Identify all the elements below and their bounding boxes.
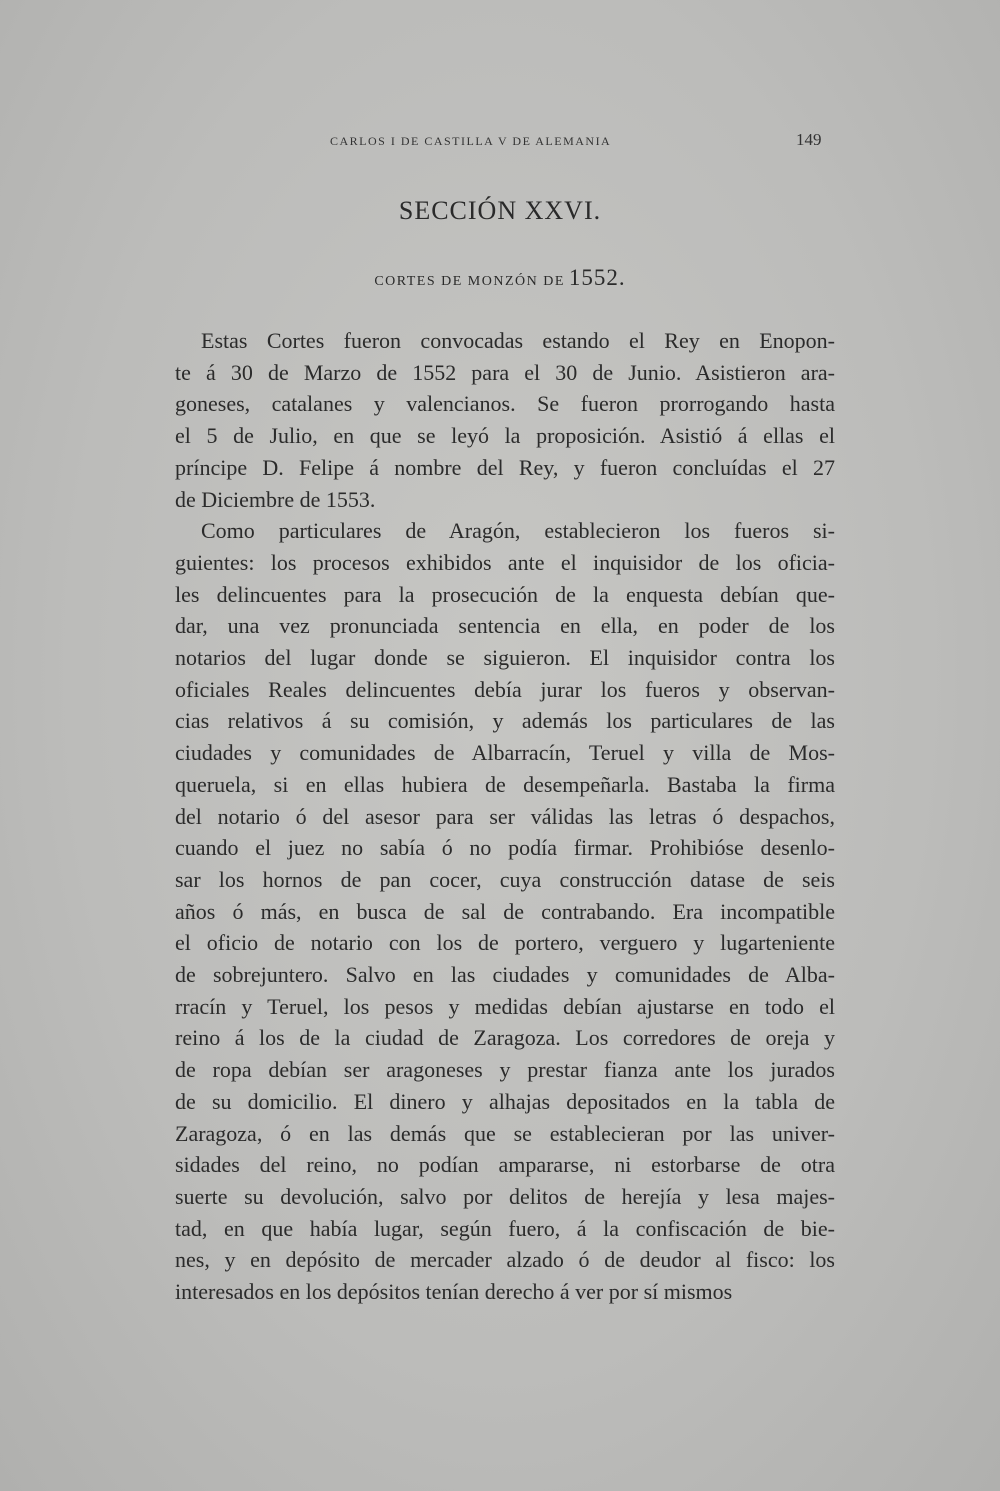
section-subtitle [0, 265, 1000, 291]
text-line: tad, en que había lugar, según fuero, á la confiscación de bie- [175, 1215, 835, 1241]
text-line: el oficio de notario con los de portero, verguero y lugarteniente [175, 930, 835, 956]
text-line: notarios del lugar donde se siguieron. El inquisidor contra los [175, 645, 835, 671]
text-line: el 5 de Julio, en que se leyó la proposición. Asistió á ellas el [175, 423, 835, 449]
text-line: Zaragoza, ó en las demás que se establecieran por las univer- [175, 1120, 835, 1146]
text-line: goneses, catalanes y valencianos. Se fueron prorrogando hasta [175, 391, 835, 417]
text-line: suerte su devolución, salvo por delitos de herejía y lesa majes- [175, 1183, 835, 1209]
text-line: rracín y Teruel, los pesos y medidas debían ajustarse en todo el [175, 993, 835, 1019]
text-line: ciudades y comunidades de Albarracín, Teruel y villa de Mos- [175, 740, 835, 766]
section-title: SECCIÓN XXVI. [398, 196, 602, 225]
subtitle-text: CORTES DE MONZÓN DE [374, 274, 565, 289]
text-line: oficiales Reales delincuentes debía jurar los fueros y observan- [175, 676, 835, 702]
text-line: años ó más, en busca de sal de contrabando. Era incompatible [175, 898, 835, 924]
text-line: te á 30 de Marzo de 1552 para el 30 de Junio. Asistieron ara- [175, 359, 835, 385]
text-line: de ropa debían ser aragoneses y prestar fianza ante los jurados [175, 1057, 835, 1083]
text-line: reino á los de la ciudad de Zaragoza. Los corredores de oreja y [175, 1025, 835, 1051]
text-line: de su domicilio. El dinero y alhajas depositados en la tabla de [175, 1088, 835, 1114]
text-line: cias relativos á su comisión, y además los particulares de las [175, 708, 835, 734]
text-line: nes, y en depósito de mercader alzado ó de deudor al fisco: los [175, 1247, 835, 1273]
text-line: de Diciembre de 1553. [175, 486, 376, 512]
text-line: cuando el juez no sabía ó no podía firmar. Prohibióse desenlo- [175, 835, 835, 861]
page-number: 149 [796, 130, 822, 149]
text-line: les delincuentes para la prosecución de la enquesta debían que- [175, 581, 835, 607]
text-line: Estas Cortes fueron convocadas estando el Rey en Enopon- [201, 328, 835, 353]
text-line: sidades del reino, no podían ampararse, ni estorbarse de otra [175, 1152, 835, 1178]
text-line: dar, una vez pronunciada sentencia en ella, en poder de los [175, 613, 835, 639]
paragraph-1 [175, 325, 835, 515]
text-line: del notario ó del asesor para ser válidas las letras ó despachos, [175, 803, 835, 829]
text-line: Como particulares de Aragón, establecieron los fueros si- [201, 518, 835, 544]
text-line: de sobrejuntero. Salvo en las ciudades y comunidades de Alba- [175, 962, 835, 988]
text-line: guientes: los procesos exhibidos ante el inquisidor de los oficia- [175, 549, 835, 575]
text-line: príncipe D. Felipe á nombre del Rey, y fueron concluídas el 27 [175, 454, 835, 480]
running-title: CARLOS I DE CASTILLA V DE ALEMANIA [330, 134, 612, 148]
text-line: sar los hornos de pan cocer, cuya construcción datase de seis [175, 866, 835, 892]
paragraph-2 [175, 515, 835, 1308]
body-text [175, 325, 835, 1308]
subtitle-year: 1552. [568, 265, 626, 290]
text-line: interesados en los depósitos tenían derecho á ver por sí mismos [175, 1279, 733, 1305]
text-line: queruela, si en ellas hubiera de desempeñarla. Bastaba la firma [175, 771, 835, 797]
